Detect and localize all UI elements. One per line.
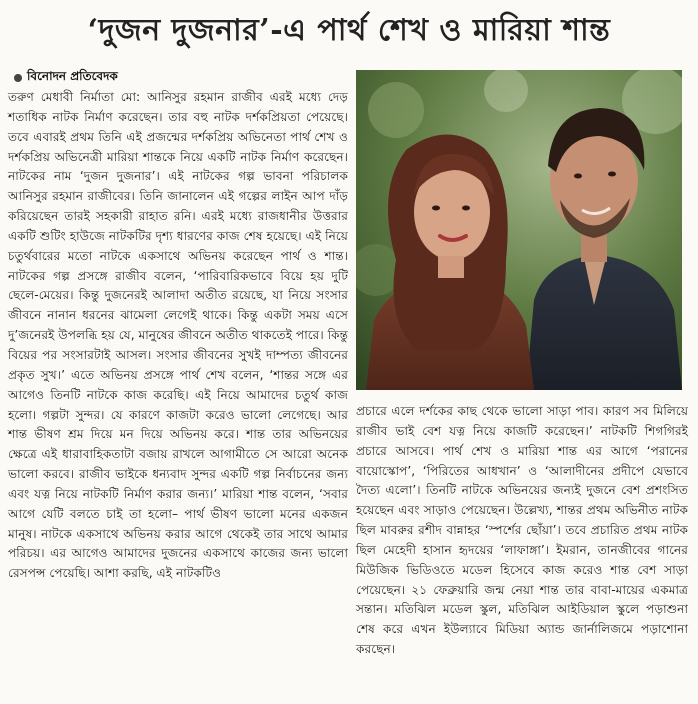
paragraph: তরুণ মেধাবী নির্মাতা মো: আনিসুর রহমান রাজীব এরই মধ্যে দেড় শতাধিক নাটক নির্মাণ করেছেন। তার বহু নাটক দর্শকপ্রিয়তা পেয়েছে। তবে এবারই প্রথম তিনি এই প্রজন্মের দর্শকপ্রিয় অভিনেতা পার্থ শেখ ও দর্শকপ্রিয় অভিনেত্রী মারিয়া শান্তকে নিয়ে একটি নাটক নির্মাণ করেছেন। নাটকের নাম ‘দুজন দুজনার’। এই নাটকের গল্প ভাবনা পরিচালক আনিসুর রহমান রাজীবের। তিনি জানালেন এই গল্পের লাইন আপ দাঁড় করিয়েছেন তারই সহকারী রাহাত রনি। এরই মধ্যে রাজধানীর উত্তরার একটি শুটিং হাউজে নাটকটির দৃশ্য ধারণের কাজ শেষ হয়েছে। এই নিয়ে চতুর্থবারের মতো নাটকে একসাথে অভিনয় করেছেন পার্থ ও শান্ত। নাটকের গল্প প্রসঙ্গে রাজীব বলেন, ‘পারিবারিকভাবে বিয়ে হয় দুটি ছেলে-মেয়ের। কিন্তু দুজনেরই আলাদা অতীত রয়েছে, যা নিয়ে সংসার জীবনে নানান ধরনের ঝামেলা লেগেই থাকে। কিন্তু একটা সময় এসে দু’জনেরই উপলব্ধি হয় যে, মানুষের জীবনে অতীত থাকতেই পারে। কিন্তু বিয়ের পর সংসারটাই আসল। সংসার জীবনের সুখই দাম্পত্য জীবনের প্রকৃত সুখ।’ এতে অভিনয় প্রসঙ্গে পার্থ শেখ বলেন, ‘শান্তর সঙ্গে এর আগেও তিনটি নাটকে কাজ করেছি। এই নিয়ে আমাদের চতুর্থ কাজ হলো। গল্পটা সুন্দর। যে কারণে কাজটা করেও ভালো লেগেছে। আর শান্ত ভীষণ শ্রম দিয়ে মন দিয়ে অভিনয় করে। শান্ত তার অভিনয়ের ক্ষেত্রে এই ধারাবাহিকতাটা বজায় রাখলে আগামীতে সে আরো অনেক ভালো করবে। রাজীব ভাইকে ধন্যবাদ সুন্দর একটি গল্প নির্বাচনের জন্য এবং যত্ন নিয়ে নাটকটি নির্মাণ করার জন্য।’ মারিয়া শান্ত বলেন, ‘সবার আগে যেটি বলতে চাই তা হলো– পার্থ ভীষণ ভালো মনের একজন মানুষ। নাটকে একসাথে অভিনয় করার আগে থেকেই তার সাথে আমার পরিচয়। এর আগেও আমাদের দুজনের একসাথে কাজের জন্য ভালো রেসপন্স পেয়েছি। আশা করছি, এই নাটকটিও (8, 90, 348, 581)
bullet-icon (14, 74, 22, 82)
byline (14, 70, 118, 86)
paragraph: প্রচারে এলে দর্শকের কাছ থেকে ভালো সাড়া পাব। কারণ সব মিলিয়ে রাজীব ভাই বেশ যত্ন নিয়ে কাজটি করেছেন।’ নাটকটি শিগগিরই প্রচারে আসবে। পার্থ শেখ ও মারিয়া শান্ত এর আগে ‘পরানের বায়োস্কোপ’, ‘পিরিতের আধখান’ ও ‘আলাদীনের প্রদীপে যেভাবে দৈত্য এলো’। তিনটি নাটকে অভিনয়ের জন্যই দুজনে বেশ প্রশংসিত হয়েছেন এবং সাড়াও পেয়েছেন। উল্লেখ্য, শান্তর প্রথম অভিনীত নাটক ছিল মাবরুর রশীদ বান্নাহর ‘স্পর্শের ছোঁয়া’। তবে প্রচারিত প্রথম নাটক ছিল মেহেদী হাসান হৃদয়ের ‘লাফাঙ্গা’। ইমরান, তানজীবের গানের মিউজিক ভিডিওতে মডেল হিসেবে কাজ করেও শান্ত বেশ সাড়া পেয়েছেন। ২১ ফেব্রুয়ারি জন্ম নেয়া শান্ত তার বাবা-মায়ের একমাত্র সন্তান। মতিঝিল মডেল স্কুল, মতিঝিল আইডিয়াল স্কুলে পড়াশুনা শেষ করে এখন ইউল্যাবে মিডিয়া অ্যান্ড জার্নালিজমে পড়াশোনা করছেন। (356, 404, 688, 657)
article-column-right (356, 402, 688, 660)
byline-text: বিনোদন প্রতিবেদক (27, 69, 118, 83)
article-column-left (8, 88, 348, 584)
article-photo (356, 70, 682, 390)
headline: ‘দুজন দুজনার’-এ পার্থ শেখ ও মারিয়া শান্ত (87, 12, 611, 48)
